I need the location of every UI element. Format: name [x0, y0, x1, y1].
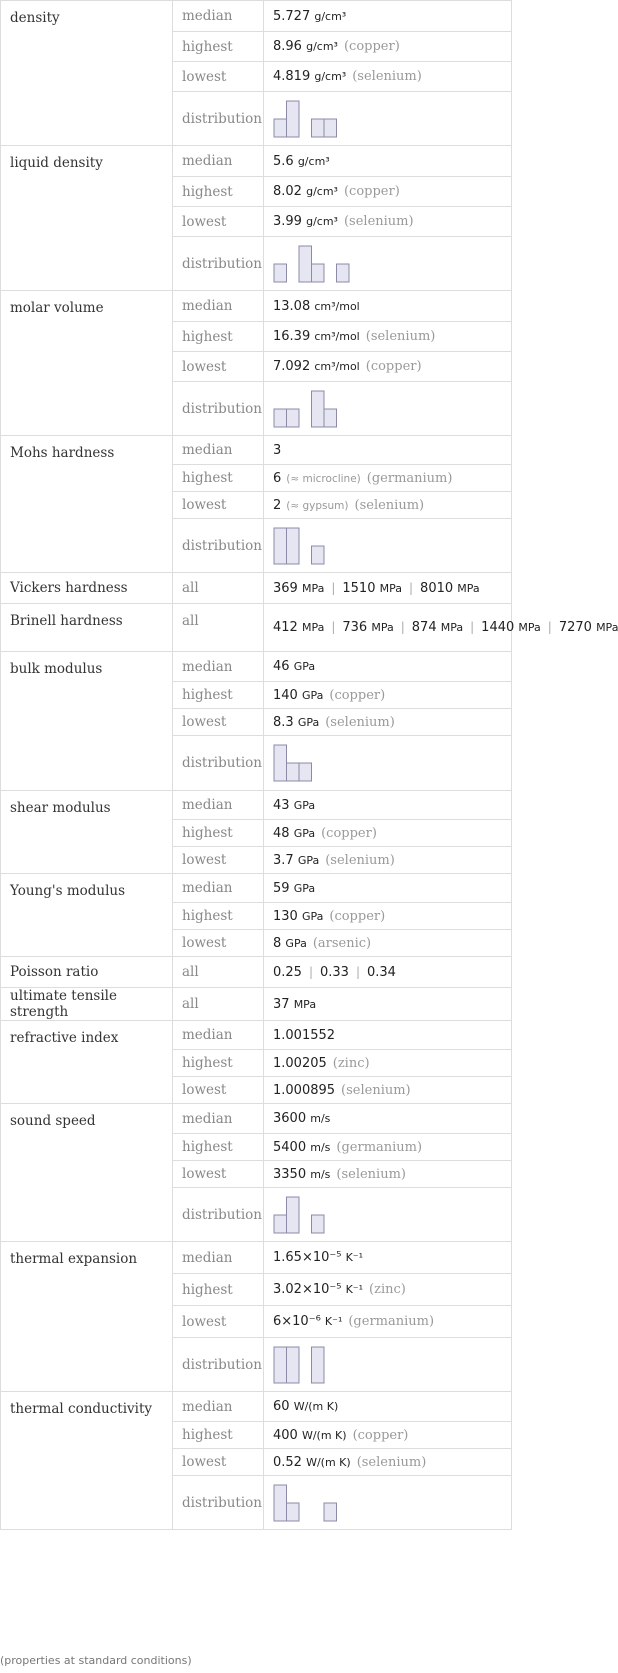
value-unit: W/(m K) [293, 1400, 339, 1413]
histogram-bar [287, 1197, 300, 1233]
value-unit: MPa [371, 621, 394, 634]
sublabel-lowest: lowest [173, 352, 264, 382]
histogram-bar [287, 409, 300, 427]
histogram-bar [312, 264, 325, 282]
value-cell [264, 820, 512, 847]
sublabel-median: median [173, 436, 264, 465]
value-unit: MPa [301, 581, 325, 595]
value-unit: K⁻¹ [345, 1251, 364, 1264]
histogram-bar [274, 745, 287, 781]
value-item [367, 965, 396, 980]
value-unit: GPa [297, 715, 320, 729]
sublabel-lowest: lowest [173, 847, 264, 874]
value-number: 1.65×10⁻⁵ [273, 1250, 342, 1265]
value-unit: MPa [301, 621, 325, 634]
value-item [481, 620, 541, 635]
value-cell [264, 492, 512, 519]
sublabel-lowest: lowest [173, 930, 264, 957]
value-cell [264, 903, 512, 930]
extreme-element-note: (copper) [329, 687, 386, 703]
value-cell [264, 652, 512, 682]
property-subrow-median [1, 1021, 512, 1050]
histogram-bar [274, 528, 287, 564]
histogram-bar [287, 101, 300, 137]
property-row [1, 957, 512, 988]
value-separator: | [470, 620, 475, 634]
value-unit: g/cm³ [314, 9, 347, 23]
property-name: molar volume [1, 291, 173, 436]
property-name: Poisson ratio [1, 957, 173, 988]
extreme-element-note: (copper) [321, 825, 377, 841]
sublabel-highest: highest [173, 1050, 264, 1077]
values-list [264, 573, 512, 604]
value-number: 7.092 [273, 359, 311, 374]
value-cell [264, 1, 512, 32]
value-unit: g/cm³ [306, 40, 338, 53]
value-cell [264, 1306, 512, 1338]
value-cell [264, 1422, 512, 1449]
sublabel-median: median [173, 291, 264, 322]
extreme-element-note: (selenium) [354, 497, 425, 513]
histogram-svg [273, 1343, 325, 1387]
value-cell [264, 207, 512, 237]
value-unit: MPa [440, 621, 464, 634]
histogram-svg [273, 741, 313, 785]
property-name: density [1, 1, 173, 146]
sublabel-distribution: distribution [173, 519, 264, 573]
value-cell [264, 847, 512, 874]
histogram-bar [337, 264, 350, 282]
values-list [264, 604, 618, 652]
value-number: 1.000895 [273, 1082, 336, 1098]
value-number: 1510 [342, 580, 376, 596]
value-number: 8.02 [273, 184, 302, 199]
value-number: 46 [273, 659, 290, 674]
sublabel-distribution: distribution [173, 382, 264, 436]
value-number: 37 [273, 996, 290, 1012]
value-unit: g/cm³ [306, 215, 338, 228]
extreme-element-note: (copper) [352, 1427, 409, 1443]
value-number: 874 [411, 620, 437, 635]
value-cell [264, 1274, 512, 1306]
value-separator: | [355, 964, 360, 979]
property-subrow-median [1, 1104, 512, 1134]
value-number: 130 [273, 908, 298, 924]
value-number: 3.02×10⁻⁵ [273, 1282, 342, 1297]
histogram-svg [273, 242, 350, 286]
value-unit: g/cm³ [306, 185, 338, 198]
value-unit: K⁻¹ [324, 1315, 343, 1328]
distribution-cell [264, 1476, 512, 1530]
value-number: 0.25 [273, 964, 302, 980]
extreme-element-note: (selenium) [325, 714, 395, 730]
sublabel-median: median [173, 1392, 264, 1422]
extreme-element-note: (selenium) [325, 852, 395, 868]
histogram-bar [312, 1347, 325, 1383]
value-cell [264, 32, 512, 62]
value-number: 3.99 [273, 214, 302, 229]
value-cell [264, 791, 512, 820]
value-cell [264, 62, 512, 92]
histogram-bar [299, 246, 312, 282]
property-row [1, 573, 512, 604]
property-subrow-median [1, 652, 512, 682]
extreme-element-note: (selenium) [341, 1082, 411, 1098]
sublabel-distribution: distribution [173, 1476, 264, 1530]
sublabel-lowest: lowest [173, 1306, 264, 1338]
value-unit: GPa [293, 660, 316, 673]
property-subrow-median [1, 146, 512, 177]
property-subrow-median [1, 436, 512, 465]
value-number: 0.52 [273, 1454, 302, 1470]
properties-table-body [1, 1, 618, 1530]
sublabel-highest: highest [173, 465, 264, 492]
histogram-svg [273, 97, 338, 141]
value-cell [264, 146, 512, 177]
value-item [559, 620, 618, 635]
sublabel-all: all [173, 573, 264, 604]
property-name: thermal conductivity [1, 1392, 173, 1530]
extreme-element-note: (copper) [329, 908, 386, 924]
extreme-element-note: (arsenic) [312, 935, 372, 951]
value-item [273, 620, 324, 635]
distribution-histogram [273, 97, 338, 141]
value-item [273, 997, 316, 1012]
histogram-bar [274, 1215, 287, 1233]
value-cell [264, 1161, 512, 1188]
distribution-histogram [273, 1481, 338, 1525]
extreme-element-note: (germanium) [336, 1139, 423, 1155]
distribution-cell [264, 92, 512, 146]
extreme-element-note: (zinc) [369, 1282, 406, 1297]
sublabel-highest: highest [173, 177, 264, 207]
value-separator: | [409, 580, 414, 595]
value-unit: MPa [596, 621, 618, 634]
value-number: 736 [342, 620, 368, 635]
value-unit: GPa [285, 936, 307, 950]
property-subrow-median [1, 1242, 512, 1274]
value-number: 5400 [273, 1139, 307, 1155]
value-number: 6×10⁻⁶ [273, 1314, 321, 1329]
value-number: 8 [273, 935, 282, 951]
sublabel-median: median [173, 1242, 264, 1274]
value-unit: GPa [293, 826, 316, 840]
value-unit: GPa [293, 881, 316, 895]
extreme-element-note: (selenium) [356, 1454, 427, 1470]
value-separator: | [331, 620, 336, 634]
value-number: 7270 [558, 620, 592, 635]
value-number: 5.727 [273, 8, 311, 24]
property-row [1, 988, 512, 1021]
sublabel-lowest: lowest [173, 709, 264, 736]
histogram-svg [273, 524, 325, 568]
value-number: 1.001552 [273, 1027, 336, 1043]
sublabel-lowest: lowest [173, 1449, 264, 1476]
value-cell [264, 682, 512, 709]
histogram-bar [312, 1215, 325, 1233]
value-cell [264, 1449, 512, 1476]
distribution-histogram [273, 242, 350, 286]
sublabel-distribution: distribution [173, 1188, 264, 1242]
extreme-element-note: (germanium) [366, 470, 453, 486]
sublabel-distribution: distribution [173, 736, 264, 791]
value-number: 43 [273, 797, 290, 813]
histogram-bar [312, 391, 325, 427]
sublabel-distribution: distribution [173, 237, 264, 291]
distribution-cell [264, 1188, 512, 1242]
distribution-histogram [273, 524, 325, 568]
values-list [264, 957, 512, 988]
extreme-element-note: (copper) [343, 39, 400, 54]
extreme-element-note: (selenium) [352, 69, 422, 84]
approx-note: (≈ gypsum) [286, 499, 349, 512]
histogram-bar [287, 763, 300, 781]
value-number: 1440 [481, 620, 515, 635]
histogram-bar [324, 1503, 337, 1521]
value-number: 1.00205 [273, 1055, 327, 1071]
sublabel-all: all [173, 988, 264, 1021]
value-cell [264, 1050, 512, 1077]
value-cell [264, 322, 512, 352]
sublabel-lowest: lowest [173, 207, 264, 237]
sublabel-median: median [173, 652, 264, 682]
sublabel-lowest: lowest [173, 1077, 264, 1104]
value-cell [264, 1242, 512, 1274]
property-name: thermal expansion [1, 1242, 173, 1392]
value-number: 60 [273, 1399, 290, 1414]
value-number: 59 [273, 880, 290, 896]
distribution-histogram [273, 387, 338, 431]
value-number: 13.08 [273, 298, 311, 314]
value-unit: cm³/mol [314, 360, 360, 373]
value-item [412, 620, 463, 635]
histogram-bar [324, 409, 337, 427]
value-number: 8.3 [273, 714, 294, 730]
histogram-bar [312, 546, 325, 564]
extreme-element-note: (selenium) [336, 1166, 406, 1182]
extreme-element-note: (selenium) [343, 214, 414, 229]
value-cell [264, 177, 512, 207]
value-item [273, 581, 324, 596]
sublabel-lowest: lowest [173, 492, 264, 519]
distribution-histogram [273, 1343, 325, 1387]
values-list [264, 988, 512, 1021]
property-subrow-median [1, 1392, 512, 1422]
value-number: 5.6 [273, 153, 294, 169]
histogram-bar [287, 1503, 300, 1521]
sublabel-highest: highest [173, 1422, 264, 1449]
property-name: bulk modulus [1, 652, 173, 791]
histogram-bar [299, 763, 312, 781]
histogram-bar [274, 1347, 287, 1383]
value-item [342, 620, 393, 635]
property-name: Vickers hardness [1, 573, 173, 604]
value-cell [264, 1021, 512, 1050]
value-cell [264, 874, 512, 903]
extreme-element-note: (germanium) [348, 1314, 435, 1329]
value-item [320, 965, 349, 980]
value-unit: MPa [457, 581, 480, 595]
distribution-cell [264, 519, 512, 573]
histogram-svg [273, 1481, 338, 1525]
distribution-cell [264, 736, 512, 791]
histogram-bar [324, 119, 337, 137]
distribution-cell [264, 382, 512, 436]
value-number: 140 [273, 687, 298, 703]
value-unit: GPa [301, 909, 324, 923]
histogram-bar [274, 119, 287, 137]
value-cell [264, 436, 512, 465]
value-number: 3600 [273, 1111, 307, 1126]
value-number: 369 [273, 580, 298, 596]
sublabel-median: median [173, 1021, 264, 1050]
value-separator: | [400, 620, 405, 634]
histogram-bar [274, 409, 287, 427]
value-cell [264, 1104, 512, 1134]
footer-note: (properties at standard conditions) [0, 1654, 192, 1667]
sublabel-highest: highest [173, 903, 264, 930]
value-cell [264, 1134, 512, 1161]
histogram-bar [287, 528, 300, 564]
value-cell [264, 930, 512, 957]
extreme-element-note: (selenium) [365, 329, 436, 344]
sublabel-highest: highest [173, 32, 264, 62]
value-number: 48 [273, 825, 290, 841]
extreme-element-note: (copper) [365, 359, 422, 374]
value-number: 412 [273, 620, 298, 635]
distribution-cell [264, 237, 512, 291]
value-unit: cm³/mol [314, 299, 360, 313]
property-name: liquid density [1, 146, 173, 291]
value-unit: m/s [310, 1167, 331, 1181]
property-name: refractive index [1, 1021, 173, 1104]
value-unit: GPa [297, 853, 320, 867]
property-subrow-median [1, 791, 512, 820]
value-unit: g/cm³ [297, 154, 330, 168]
value-number: 3.7 [273, 852, 294, 868]
value-unit: W/(m K) [301, 1428, 347, 1442]
sublabel-median: median [173, 1104, 264, 1134]
property-subrow-median [1, 291, 512, 322]
sublabel-lowest: lowest [173, 1161, 264, 1188]
sublabel-median: median [173, 874, 264, 903]
value-unit: MPa [293, 997, 317, 1011]
distribution-histogram [273, 1193, 325, 1237]
property-name: Brinell hardness [1, 604, 173, 652]
sublabel-distribution: distribution [173, 1338, 264, 1392]
value-cell [264, 709, 512, 736]
histogram-bar [274, 264, 287, 282]
histogram-bar [274, 1485, 287, 1521]
value-unit: K⁻¹ [345, 1283, 364, 1296]
value-number: 16.39 [273, 329, 311, 344]
sublabel-median: median [173, 791, 264, 820]
property-name: ultimate tensile strength [1, 988, 173, 1021]
property-name: Mohs hardness [1, 436, 173, 573]
value-number: 3 [273, 442, 282, 458]
sublabel-median: median [173, 1, 264, 32]
value-separator: | [331, 580, 336, 595]
extreme-element-note: (zinc) [332, 1055, 370, 1071]
value-number: 3350 [273, 1166, 307, 1182]
sublabel-highest: highest [173, 1274, 264, 1306]
value-cell [264, 465, 512, 492]
value-cell [264, 352, 512, 382]
value-number: 400 [273, 1427, 298, 1443]
value-unit: cm³/mol [314, 330, 360, 343]
extreme-element-note: (copper) [343, 184, 400, 199]
sublabel-highest: highest [173, 820, 264, 847]
value-number: 0.34 [367, 964, 396, 980]
value-item [273, 965, 302, 980]
value-unit: MPa [379, 581, 402, 595]
property-subrow-median [1, 1, 512, 32]
value-separator: | [547, 620, 552, 634]
value-unit: W/(m K) [306, 1455, 351, 1469]
value-item [420, 581, 480, 596]
sublabel-distribution: distribution [173, 92, 264, 146]
property-row [1, 604, 512, 652]
value-number: 4.819 [273, 69, 311, 84]
sublabel-highest: highest [173, 682, 264, 709]
histogram-bar [312, 119, 325, 137]
value-unit: m/s [310, 1140, 331, 1154]
value-unit: MPa [518, 621, 541, 634]
value-unit: GPa [301, 688, 324, 702]
value-cell [264, 1077, 512, 1104]
distribution-histogram [273, 741, 313, 785]
sublabel-lowest: lowest [173, 62, 264, 92]
approx-note: (≈ microcline) [286, 472, 361, 485]
value-cell [264, 1392, 512, 1422]
sublabel-median: median [173, 146, 264, 177]
histogram-svg [273, 1193, 325, 1237]
property-name: shear modulus [1, 791, 173, 874]
value-unit: GPa [293, 798, 316, 812]
value-separator: | [308, 964, 313, 979]
value-unit: m/s [310, 1112, 331, 1125]
histogram-svg [273, 387, 338, 431]
sublabel-all: all [173, 957, 264, 988]
property-name: sound speed [1, 1104, 173, 1242]
value-number: 8.96 [273, 39, 302, 54]
value-number: 8010 [420, 580, 454, 596]
value-unit: g/cm³ [314, 70, 347, 83]
sublabel-all: all [173, 604, 264, 652]
value-item [342, 581, 402, 596]
value-number: 0.33 [320, 964, 349, 980]
sublabel-highest: highest [173, 322, 264, 352]
value-number: 6 [273, 470, 282, 486]
histogram-bar [287, 1347, 300, 1383]
property-subrow-median [1, 874, 512, 903]
value-number: 2 [273, 497, 282, 513]
property-name: Young's modulus [1, 874, 173, 957]
value-cell [264, 291, 512, 322]
distribution-cell [264, 1338, 512, 1392]
sublabel-highest: highest [173, 1134, 264, 1161]
